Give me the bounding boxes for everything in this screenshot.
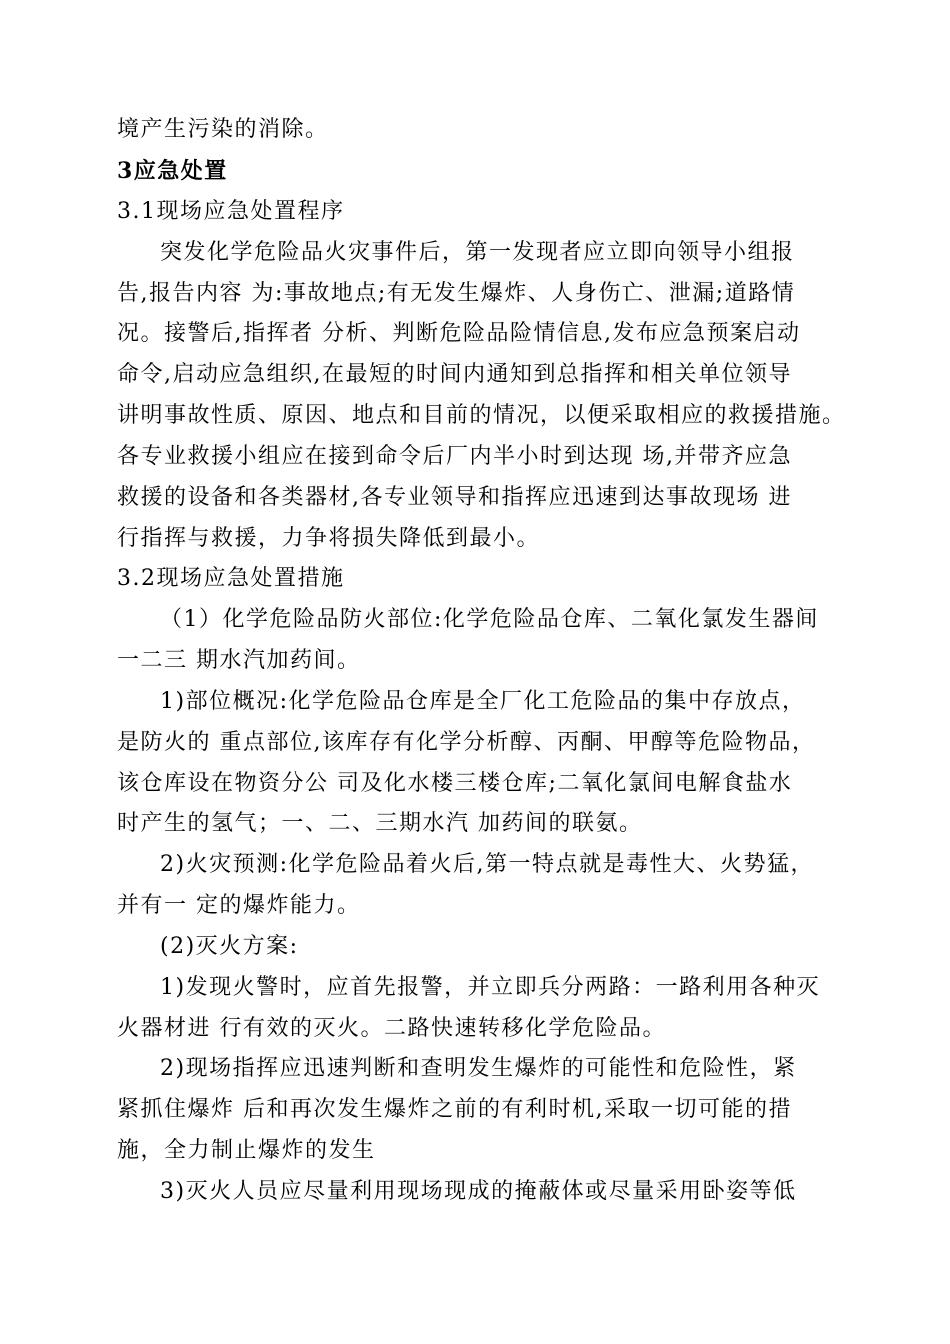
paragraph-line: 2)火灾预测:化学危险品着火后,第一特点就是毒性大、火势猛， (160, 852, 814, 877)
paragraph-line: 3)灭火人员应尽量利用现场现成的掩蔽体或尽量采用卧姿等低 (160, 1179, 797, 1204)
paragraph-line: 紧抓住爆炸 后和再次发生爆炸之前的有利时机,采取一切可能的措 (117, 1097, 792, 1122)
paragraph-line: 告,报告内容 为:事故地点;有无发生爆炸、人身伤亡、泄漏;道路情 (117, 281, 796, 306)
paragraph-line: 该仓库设在物资分公 司及化水楼三楼仓库;二氧化氯间电解食盐水 (117, 771, 793, 796)
subsection-heading: 3.1现场应急处置程序 (117, 199, 345, 224)
paragraph-line: 讲明事故性质、原因、地点和目前的情况，以便采取相应的救援措施。 (117, 403, 846, 428)
paragraph-line: 况。接警后,指挥者 分析、判断危险品险情信息,发布应急预案启动 (117, 321, 801, 346)
paragraph-line: 2)现场指挥应迅速判断和查明发生爆炸的可能性和危险性，紧 (160, 1056, 797, 1081)
paragraph-line: (2)灭火方案: (160, 934, 299, 959)
paragraph-line: 一二三 期水汽加药间。 (117, 648, 361, 673)
paragraph-line: 各专业救援小组应在接到命令后厂内半小时到达现 场,并带齐应急 (117, 444, 792, 469)
subsection-heading: 3.2现场应急处置措施 (117, 566, 345, 591)
section-heading: 3应急处置 (117, 158, 228, 184)
paragraph-line: 施，全力制止爆炸的发生 (117, 1138, 376, 1163)
paragraph-line: 1)部位概况:化学危险品仓库是全厂化工危险品的集中存放点， (160, 689, 806, 714)
paragraph-line: 命令,启动应急组织,在最短的时间内通知到总指挥和相关单位领导 (117, 362, 792, 387)
paragraph-line: （1）化学危险品防火部位:化学危险品仓库、二氧化氯发生器间 (160, 607, 819, 632)
paragraph-line: 突发化学危险品火灾事件后，第一发现者应立即向领导小组报 (160, 240, 795, 265)
paragraph-line: 是防火的 重点部位,该库存有化学分析醇、丙酮、甲醇等危险物品， (117, 730, 816, 755)
paragraph-line: 行指挥与救援，力争将损失降低到最小。 (117, 526, 541, 551)
paragraph-line: 1)发现火警时，应首先报警，并立即兵分两路：一路利用各种灭 (160, 975, 821, 1000)
paragraph-line: 并有一 定的爆炸能力。 (117, 893, 361, 918)
paragraph-line: 救援的设备和各类器材,各专业领导和指挥应迅速到达事故现场 进 (117, 485, 792, 510)
paragraph-line: 时产生的氢气；一、二、三期水汽 加药间的联氨。 (117, 811, 643, 836)
paragraph-line: 境产生污染的消除。 (117, 117, 329, 142)
paragraph-line: 火器材进 行有效的灭火。二路快速转移化学危险品。 (117, 1016, 666, 1041)
